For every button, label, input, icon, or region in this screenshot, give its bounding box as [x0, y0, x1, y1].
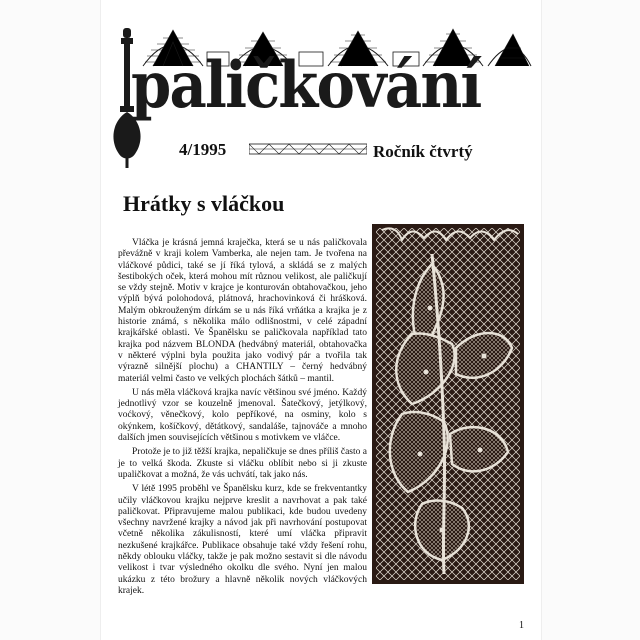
issue-number: 4/1995: [179, 140, 227, 159]
article-body: [118, 238, 367, 600]
lace-photo-icon: [372, 224, 524, 584]
article-paragraph: Protože je to již těžší krajka, nepaličkuje se dnes příliš často a je to velká škoda. Zkuste si vláčku oblíbit nebo si ji zkuste upaličkovat a možná, že vás uchvátí, tak jako nás.: [118, 447, 367, 480]
lace-trim-icon: [249, 143, 367, 155]
page-number: 1: [519, 620, 524, 631]
article-paragraph: V létě 1995 proběhl ve Španělsku kurz, kde se frekventantky učily vláčkovou krajku nejprve kreslit a navrhovat a pak také paličkovat. Připravujeme malou publikaci, kde budou uvedeny všechny navržené krajky a návod jak při navrhování postupovat včetně několika zákulisností, které umí vláčka připravit nezkušené krajkářce. Publikace obsahuje také vždy řešení rohu, někdy oblouku vláčky, takže je pak možno sestavit si dle návodu velikost i tvar výsledného okolku dle svého. Nyní jen malou ukázku z této brožury a hlavně několik nových vláčkových krajek.: [118, 484, 367, 596]
magazine-title: paličkování: [131, 48, 481, 123]
document-page: [101, 0, 541, 640]
masthead: [101, 0, 541, 170]
article-title: Hrátky s vláčkou: [123, 191, 285, 216]
article-paragraph: Vláčka je krásná jemná kraječka, která se u nás paličkovala převážně v kraji kolem Vamberka, ale nejen tam. Je tvořena na vláčkové půdici, také se jí říká tylová, a skládá se z malých šestibokých oček, která mohou mít různou velikost, ale paličkují se vždy stejně. Motiv v krajce je konturován obtahovačkou, jeho výplň bývá polohodová, plátnová, hrachovinková či hrášková. Malým obkrouženým dírkám se u nás říká vrňátka a krajka je z historie známá, s několika málo odlišnostmi, v celé západní krajkářské oblasti. Ve Španělsku se paličkovala například tato krajka pod názvem BLONDA (hedvábný materiál, obtahovačka v některé výplni byla použita jako vodivý pár a tvořila tak výrazně silnější plochu) a CHANTILY – černý hedvábný materiál velmi často ve velkých plochách šátků – mantil.: [118, 238, 367, 384]
volume-label: Ročník čtvrtý: [373, 142, 473, 161]
article-paragraph: U nás měla vláčková krajka navíc většinou své jméno. Každý jednotlivý vzor se kouzelně jmenoval. Šatečkový, jetýlkový, voćkový, věnečkový, kolo pepříkové, na osminy, kolo s okýnkem, košíčkový, dětátkový, sandaláše, tajnováče a mnoho dalších jmen souvisejících většinou s motivkem ve vláčce.: [118, 387, 367, 444]
